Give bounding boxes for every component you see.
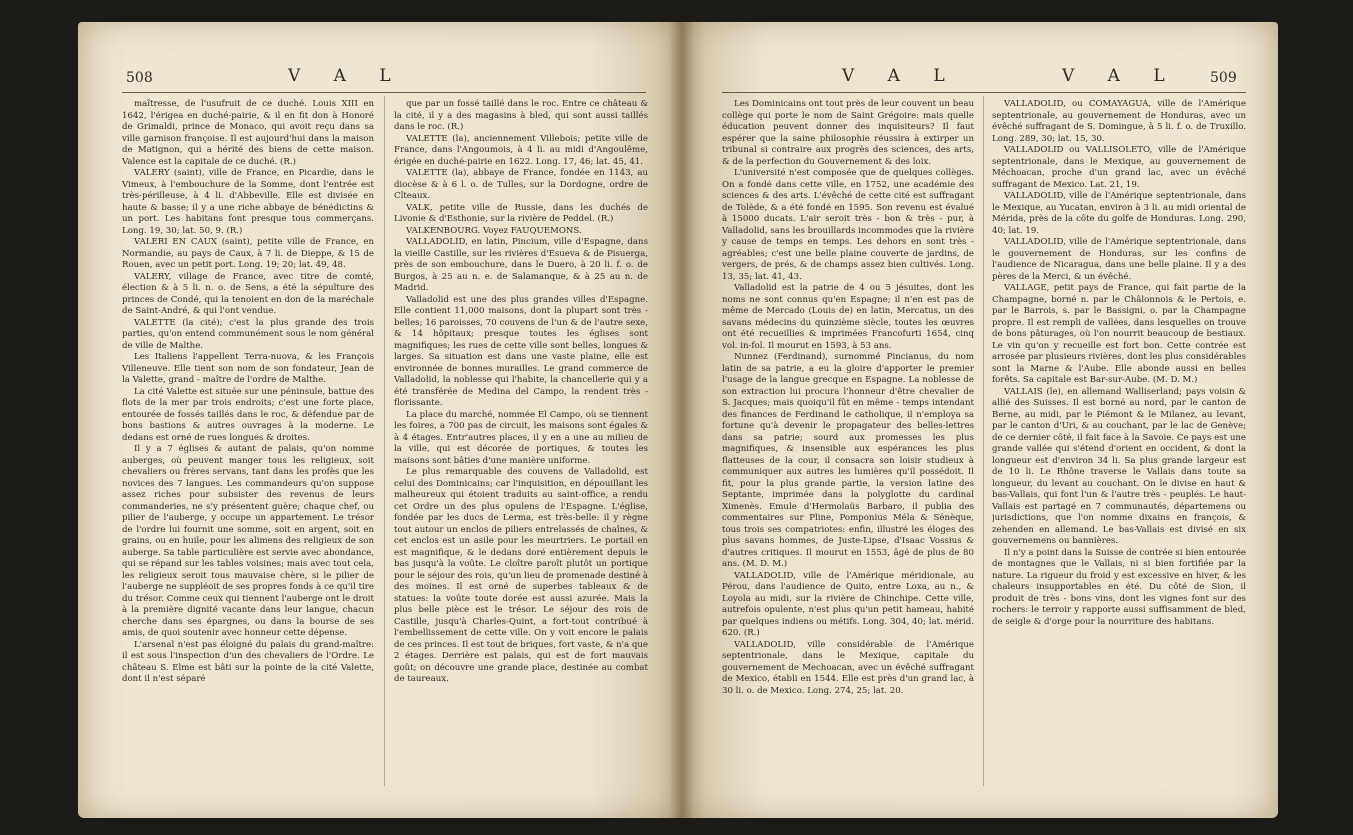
paragraph: VALETTE (la), abbaye de France, fondée en 1143, au diocèse & à 6 l. o. de Tulles, sur la Dordogne, ordre de Cîteaux. [394, 168, 648, 201]
paragraph: Nunnez (Ferdinand), surnommé Pincianus, du nom latin de sa patrie, a eu la gloire d'apporter le premier l'usage de la langue grecque en Espagne. La noblesse de son extraction lui procura l'honneur d'être chevalier de S. Jacques; mais quoiqu'il fût en même - temps intendant des finances de Ferdinand le catholique, il n'employa sa fortune qu'à devenir le propagateur des belles-lettres dans sa patrie; sourd aux promesses les plus magnifiques, & insensible aux espérances les plus flatteuses de la cour, il consacra son loisir studieux à communiquer aux autres les lumières qu'il possédoit. Il fit, pour la plus grande partie, la version latine des Septante, imprimée dans la polyglotte du cardinal Ximenès. Emule d'Hermolaüs Barbaro, il publia des commentaires sur Pline, Pomponius Méla & Sénèque, tous trois ses compatriotes: enfin, illustré les éloges des plus savans hommes, de Juste-Lipse, d'Isaac Vossius & d'autres critiques. Il mourut en 1553, âgé de plus de 80 ans. (M. D. M.) [722, 352, 974, 569]
paragraph: maîtresse, de l'usufruit de ce duché. Louis XIII en 1642, l'érigea en duché-pairie, & il en fit don à Honoré de Grimaldi, prince de Monaco, qui avoit reçu dans sa ville garnison françoise. Il est aujourd'hui dans la maison de Matignon, qui a hérité des biens de cette maison. Valence est la capitale de ce duché. (R.) [122, 99, 374, 167]
paragraph: La cité Valette est située sur une péninsule, battue des flots de la mer par trois endroits; c'est une forte place, entourée de fossés taillés dans le roc, & défendue par de bons bastions & autres ouvrages à la moderne. Le dedans est orné de rues longues & droites. [122, 386, 374, 443]
text-column-left [722, 99, 974, 799]
paragraph: VALLADOLID, ville de l'Amérique septentrionale, dans le gouvernement de Honduras, sur les confins de l'audience de Nicaragua, dans une belle plaine. Il y a des pères de la Merci, & un évêché. [992, 237, 1246, 282]
paragraph: Valladolid est une des plus grandes villes d'Espagne. Elle contient 11,000 maisons, dont la plupart sont très - belles; 16 paroisses, 70 couvens de l'un & de l'autre sexe, & 14 hôpitaux; presque toutes les églises sont magnifiques; les rues de cette ville sont belles, longues & larges. Sa situation est dans une vaste plaine, elle est environnée de bonnes murailles. Le grand commerce de Valladolid, la noblesse qui l'habite, la chancellerie qui y a été transférée de Medina del Campo, la rendent très - florissante. [394, 294, 648, 408]
right-page [682, 22, 1278, 818]
paragraph: VALLADOLID, ville de l'Amérique septentrionale, dans le Mexique, au Yucatan, environ à 3 li. au midi oriental de Mérida, près de la côte du golfe de Honduras. Long. 290, 40; lat. 19. [992, 191, 1246, 236]
left-page [78, 22, 682, 818]
running-head-2: V A L [1062, 66, 1179, 86]
header-rule [122, 92, 646, 93]
paragraph: VALLADOLID ou VALLISOLETO, ville de l'Amérique septentrionale, dans le Mexique, au gouvernement de Méchoacan, proche d'un grand lac, avec un évêché suffragant de Mexico. Lat. 21, 19. [992, 145, 1246, 190]
text-column-left [122, 99, 374, 799]
paragraph: VALKENBOURG. Voyez FAUQUEMONS. [406, 225, 582, 236]
paragraph: Les Dominicains ont tout près de leur couvent un beau collège qui porte le nom de Saint Grégoire: mais quelle éducation peuvent donner des inquisiteurs? Il faut espérer que la saine philosophie réussira à extirper un tribunal si contraire aux progrès des sciences, des arts, & de la perfection du Gouvernement & des loix. [722, 99, 974, 167]
running-head: V A L [288, 66, 405, 86]
paragraph: VALERI EN CAUX (saint), petite ville de France, en Normandie, au pays de Caux, à 7 li. de Dieppe, & 15 de Rouen, avec un petit port. Long. 19; 20; lat. 49, 48. [122, 237, 374, 270]
paragraph: VALERY, village de France, avec titre de comté, élection & à 5 li. n. o. de Sens, a été la sépulture des princes de Condé, qui la tenoient en don de la maréchale de Saint-André, & qui l'ont vendue. [122, 271, 374, 316]
paragraph: VALLAGE, petit pays de France, qui fait partie de la Champagne, borné n. par le Châlonnois & le Pertois, e. par le Barrois, s. par le Bassigni, o. par la Champagne propre. Il est rempli de vallées, dans lesquelles on trouve de bons pâturages, où l'on nourrit beaucoup de bestiaux. Le vin qu'on y recueille est fort bon. Cette contrée est arrosée par plusieurs rivières, dont les plus considérables sont la Marne & l'Aube. Elle abonde aussi en belles forêts. Sa capitale est Bar-sur-Aube. (M. D. M.) [992, 283, 1246, 385]
paragraph: VALERY (saint), ville de France, en Picardie, dans le Vimeux, à l'embouchure de la Somme, dont l'entrée est très-périlleuse, à 4 li. d'Abbeville. Elle est divisée en haute & basse; il y a une riche abbaye de bénédictins & un port. Les habitans font presque tous commerçans. Long. 19, 30; lat. 50, 9. (R.) [122, 168, 374, 236]
paragraph: Il y a 7 églises & autant de palais, qu'on nomme auberges, où peuvent manger tous les religieux, soit chevaliers ou frères servans, tant dans les profès que les novices des 7 langues. Les commandeurs qu'on suppose assez riches pour subsister des revenus de leurs commanderies, ne s'y présentent guère; chaque chef, ou pilier de l'auberge, y occupe un appartement. Le trésor de l'ordre lui fournit une somme, soit en argent, soit en grains, ou en huile, pour les alimens des religieux de son auberge. Sa table particulière est servie avec abondance, qui se répand sur les tables voisines; mais avec tout cela, les religieux seroit tous mauvaise chère, si le pilier de l'auberge ne suppléoit de ses propres fonds à ce qu'il tire du trésor. Comme ceux qui tiennent l'auberge ont le droit à la première dignité vacante dans leur langue, chacun cherche dans ses épargnes, ou dans la bourse de ses amis, de quoi soutenir avec honneur cette dépense. [122, 444, 374, 638]
book-gutter [670, 22, 694, 818]
column-divider [384, 96, 385, 786]
column-divider [983, 96, 984, 786]
paragraph: VALETTE (la), anciennement Villebois; petite ville de France, dans l'Angoumois, à 4 li. au midi d'Angoulême, érigée en duché-pairie en 1622. Long. 17, 46; lat. 45, 41. [394, 133, 648, 167]
paragraph: Il n'y a point dans la Suisse de contrée si bien entourée de montagnes que le Vallais, ni si bien fortifiée par la nature. La rigueur du froid y est excessive en hiver, & les chaleurs insupportables en été. Du côté de Sion, il produit de très - bons vins, dont les vignes font sur des rochers: le terroir y rapporte aussi suffisamment de bled, de seigle & d'orge pour la nourriture des habitans. [992, 547, 1246, 627]
paragraph: Le plus remarquable des couvens de Valladolid, est celui des Dominicains; car l'inquisition, en dépouillant les malheureux qui étoient traduits au saint-office, a rendu cet Ordre un des plus opulens de l'Espagne. L'église, fondée par les ducs de Lerma, est très-belle: il y règne tout autour un enclos de piliers entrelassés de chaînes, & cet enclos est un asile pour les meurtriers. Le portail en est magnifique, & le dedans doré entièrement depuis le bas jusqu'à la voûte. Le cloître paroît plutôt un portique pour le séjour des rois, qu'un lieu de promenade destiné à des moines. Il est orné de superbes tableaux & de statues: la voûte toute dorée est aussi azurée. Mais la plus belle pièce est le trésor. Le séjour des rois de Castille, jusqu'à Charles-Quint, a fort-tout contribué à l'embellissement de cette ville. On y voit encore le palais de ces princes. Il est tout de briques, fort vaste, & n'a que 2 étages. Derrière est palais, qui est de fort mauvais goût; on découvre une grande place, destinée au combat de taureaux. [394, 467, 648, 684]
paragraph: que par un fossé taillé dans le roc. Entre ce château & la cité, il y a des magasins à bled, qui sont aussi taillés dans le roc. (R.) [394, 99, 648, 132]
paragraph: L'université n'est composée que de quelques collèges. On a fondé dans cette ville, en 1752, une académie des sciences & des arts. L'évêché de cette cité est suffragant de Tolède, & a été fondé en 1595. Son revenu est évalué à 15000 ducats. L'air seroit très - bon & très - pur, à Valladolid, sans les brouillards incommodes que la rivière y cause de temps en temps. Les dehors en sont très - agréables; c'est une belle plaine couverte de jardins, de vergers, de prés, & de champs assez bien cultivés. Long. 13, 35; lat. 41, 43. [722, 168, 974, 282]
text-column-right [394, 99, 648, 799]
running-head: V A L [842, 66, 959, 86]
book-spread [78, 22, 1278, 822]
paragraph: Les Italiens l'appellent Terra-nuova, & les François Villeneuve. Elle tient son nom de son fondateur, Jean de la Valette, grand - maître de l'ordre de Malthe. [122, 352, 374, 385]
text-column-right [992, 99, 1246, 799]
paragraph: VALLADOLID, ou COMAYAGUA, ville de l'Amérique septentrionale, au gouvernement de Honduras, avec un évêché suffragant de S. Domingue, à 5 li. f. o. de Truxillo. Long. 289, 30; lat. 15, 30. [992, 99, 1246, 144]
paragraph: VALK, petite ville de Russie, dans les duchés de Livonie & d'Esthonie, sur la rivière de Peddel. (R.) [394, 202, 648, 224]
header-rule [722, 92, 1246, 93]
paragraph: VALETTE (la cité); c'est la plus grande des trois parties, qu'on entend communément sous le nom général de ville de Malthe. [122, 317, 374, 351]
paragraph: VALLADOLID, ville considérable de l'Amérique septentrionale, dans le Mexique, capitale du gouvernement de Mechoacan, avec un évêché suffragant de Mexico, établi en 1544. Elle est près d'un grand lac, à 30 li. o. de Mexico. Long. 274, 25; lat. 20. [722, 639, 974, 696]
page-number: 509 [1210, 70, 1237, 86]
paragraph: VALLAIS (le), en allemand Walliserland; pays voisin & allié des Suisses. Il est borné au nord, par le canton de Berne, au midi, par le Piémont & le Milanez, au levant, par le canton d'Uri, & au couchant, par le lac de Genève; de ce dernier côté, il fait face à la Savoie. Ce pays est une grande vallée qui s'étend d'orient en occident, & dont la longueur est d'environ 34 li. Sa plus grande largeur est de 10 li. Le Rhône traverse le Vallais dans toute sa longueur, du levant au couchant. On le divise en haut & bas-Vallais, qui font l'un & l'autre très - peuplés. Le haut-Vallais est partagé en 7 communautés, départemens ou jurisdictions, que l'on nomme dixains en françois, & zehenden en allemand. Le bas-Vallais est divisé en six gouvernemens ou bannières. [992, 386, 1246, 546]
paragraph: La place du marché, nommée El Campo, où se tiennent les foires, a 700 pas de circuit, les maisons sont égales & à 4 étages. Entr'autres places, il y en a une au milieu de la ville, qui est décorée de portiques, & toutes les maisons sont bâties d'une manière uniforme. [394, 409, 648, 466]
paragraph: VALLADOLID, ville de l'Amérique méridionale, au Pérou, dans l'audience de Quito, entre Loxa, au n., & Loyola au midi, sur la rivière de Chinchipe. Cette ville, autrefois opulente, n'est plus qu'un petit hameau, habité par quelques indiens ou métifs. Long. 304, 40; lat. mérid. 620. (R.) [722, 570, 974, 638]
paragraph: Valladolid est la patrie de 4 ou 5 jésuites, dont les noms ne sont connus qu'en Espagne; il n'en est pas de même de Mercado (Louis de) en latin, Mercatus, un des savans médecins du quinzième siècle, toutes les œuvres ont été recueillies & imprimées Francofurti 1654, cinq vol. in-fol. Il mourut en 1593, à 53 ans. [722, 283, 974, 351]
paragraph: L'arsenal n'est pas éloigné du palais du grand-maître: il est sous l'inspection d'un des chevaliers de l'Ordre. Le château S. Elme est bâti sur la pointe de la cité Valette, dont il n'est séparé [122, 639, 374, 684]
page-number: 508 [126, 70, 153, 86]
paragraph: VALLADOLID, en latin, Pincium, ville d'Espagne, dans la vieille Castille, sur les rivières d'Esueva & de Pisuerga, près de son embouchure, dans le Duero, à 20 li. f. o. de Burgos, à 25 au n. e. de Salamanque, & à 25 au n. de Madrid. [394, 237, 648, 293]
